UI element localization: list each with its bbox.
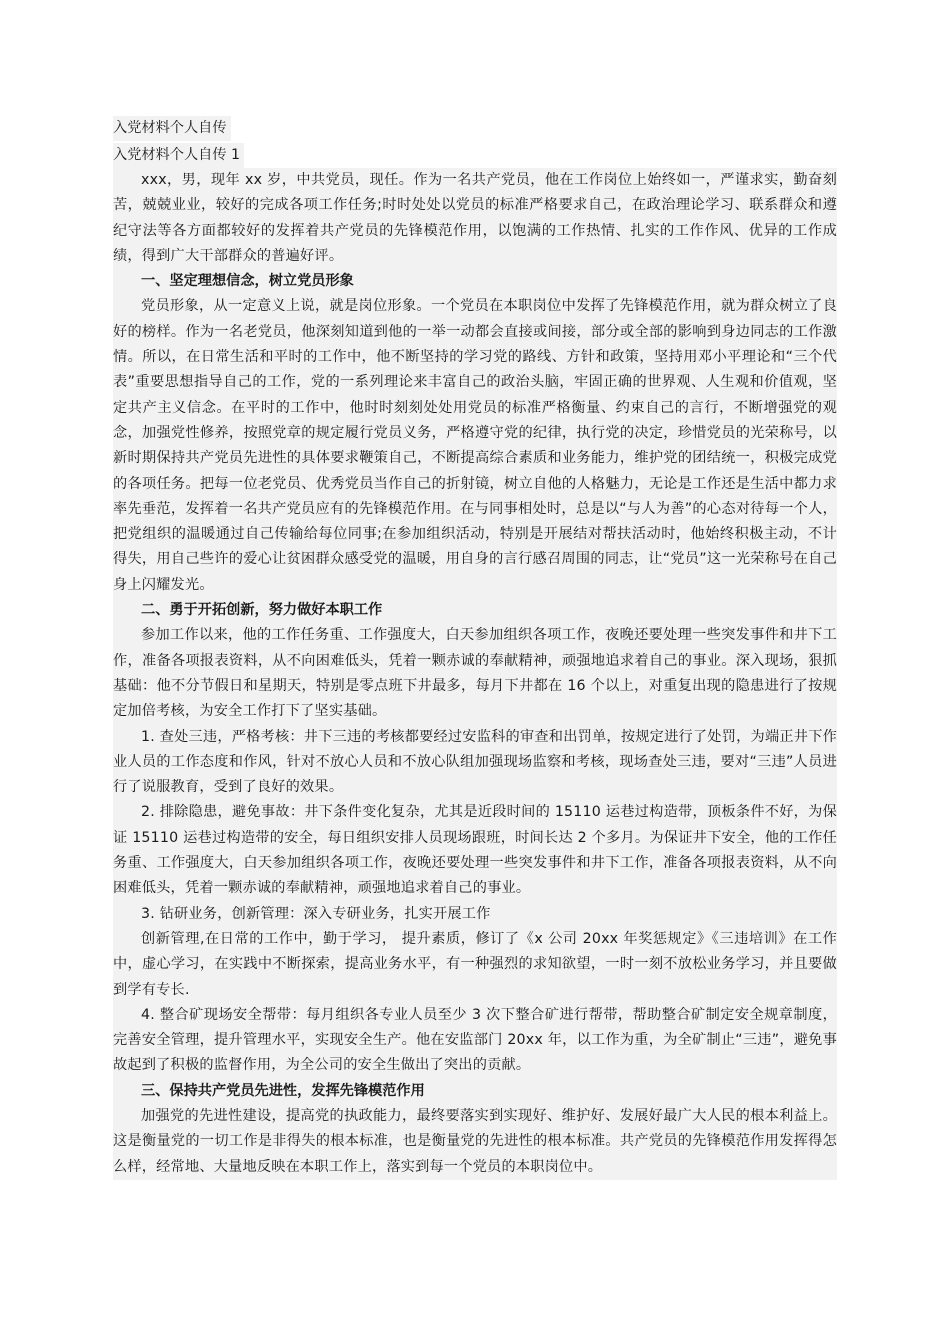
document-subtitle: 入党材料个人自传 1 [113,143,244,168]
section-3-body: 加强党的先进性建设，提高党的执政能力，最终要落实到实现好、维护好、发展好最广大人民的根本利益上。这是衡量党的一切工作是非得失的根本标准，也是衡量党的先进性的根本标准。共产党员的先锋模范作用发挥得怎么样，经常地、大量地反映在本职工作上，落实到每一个党员的本职岗位中。 [113,1104,837,1180]
document-content [113,114,837,1180]
section-2-item-3-body: 创新管理,在日常的工作中，勤于学习， 提升素质，修订了《x 公司 20xx 年奖惩规定》《三违培训》在工作中，虚心学习，在实践中不断探索，提高业务水平，有一种强烈的求知欲望，一时一刻不放松业务学习，并且要做到学有专长. [113,927,837,1003]
section-2-body: 参加工作以来，他的工作任务重、工作强度大，白天参加组织各项工作，夜晚还要处理一些突发事件和井下工作，准备各项报表资料，从不向困难低头，凭着一颗赤诚的奉献精神，顽强地追求着自己的事业。深入现场，狠抓基础：他不分节假日和星期天，特别是零点班下井最多，每月下井都在 16 个以上，对重复出现的隐患进行了按规定加倍考核，为安全工作打下了坚实基础。 [113,623,837,724]
title-block [113,114,837,168]
section-2-heading: 二、勇于开拓创新，努力做好本职工作 [113,598,837,623]
section-2-item-4: 4. 整合矿现场安全帮带：每月组织各专业人员至少 3 次下整合矿进行帮带，帮助整合矿制定安全规章制度，完善安全管理，提升管理水平，实现安全生产。他在安监部门 20xx 年，以工作为重，为全矿制止“三违”，避免事故起到了积极的监督作用，为全公司的安全生做出了突出的贡献。 [113,1003,837,1079]
section-2-item-2: 2. 排除隐患，避免事故：井下条件变化复杂，尤其是近段时间的 15110 运巷过构造带，顶板条件不好，为保证 15110 运巷过构造带的安全，每日组织安排人员现场跟班，时间长达 2 个多月。为保证井下安全，他的工作任务重、工作强度大，白天参加组织各项工作，夜晚还要处理一些突发事件和井下工作，准备各项报表资料，从不向困难低头，凭着一颗赤诚的奉献精神，顽强地追求着自己的事业。 [113,800,837,901]
section-1-body: 党员形象，从一定意义上说，就是岗位形象。一个党员在本职岗位中发挥了先锋模范作用，就为群众树立了良好的榜样。作为一名老党员，他深刻知道到他的一举一动都会直接或间接，部分或全部的影响到身边同志的工作激情。所以，在日常生活和平时的工作中，他不断坚持的学习党的路线、方针和政策，坚持用邓小平理论和“三个代表”重要思想指导自己的工作，党的一系列理论来丰富自己的政治头脑，牢固正确的世界观、人生观和价值观，坚定共产主义信念。在平时的工作中，他时时刻刻处处用党员的标准严格衡量、约束自己的言行，不断增强党的观念，加强党性修养，按照党章的规定履行党员义务，严格遵守党的纪律，执行党的决定，珍惜党员的光荣称号，以新时期保持共产党员先进性的具体要求鞭策自己，不断提高综合素质和业务能力，维护党的团结统一，积极完成党的各项任务。把每一位老党员、优秀党员当作自己的折射镜，树立自他的人格魅力，无论是工作还是生活中都力求率先垂范，发挥着一名共产党员应有的先锋模范作用。在与同事相处时，总是以“与人为善”的心态对待每一个人，把党组织的温暖通过自己传输给每位同事;在参加组织活动，特别是开展结对帮扶活动时，他始终积极主动，不计得失，用自己些许的爱心让贫困群众感受党的温暖，用自身的言行感召周围的同志，让“党员”这一光荣称号在自己身上闪耀发光。 [113,294,837,598]
section-2-item-1: 1. 查处三违，严格考核：井下三违的考核都要经过安监科的审查和出罚单，按规定进行了处罚，为端正井下作业人员的工作态度和作风，针对不放心人员和不放心队组加强现场监察和考核，现场查处三违，要对“三违”人员进行了说服教育，受到了良好的效果。 [113,725,837,801]
intro-paragraph: xxx，男，现年 xx 岁，中共党员，现任。作为一名共产党员，他在工作岗位上始终如一，严谨求实，勤奋刻苦，兢兢业业，较好的完成各项工作任务;时时处处以党员的标准严格要求自己，在政治理论学习、联系群众和遵纪守法等各方面都较好的发挥着共产党员的先锋模范作用，以饱满的工作热情、扎实的工作作风、优异的工作成绩，得到广大干部群众的普遍好评。 [113,168,837,269]
document-title: 入党材料个人自传 [113,116,231,141]
section-1-heading: 一、坚定理想信念，树立党员形象 [113,269,837,294]
section-3-heading: 三、保持共产党员先进性，发挥先锋模范作用 [113,1079,837,1104]
section-2-item-3: 3. 钻研业务，创新管理：深入专研业务，扎实开展工作 [113,902,837,927]
